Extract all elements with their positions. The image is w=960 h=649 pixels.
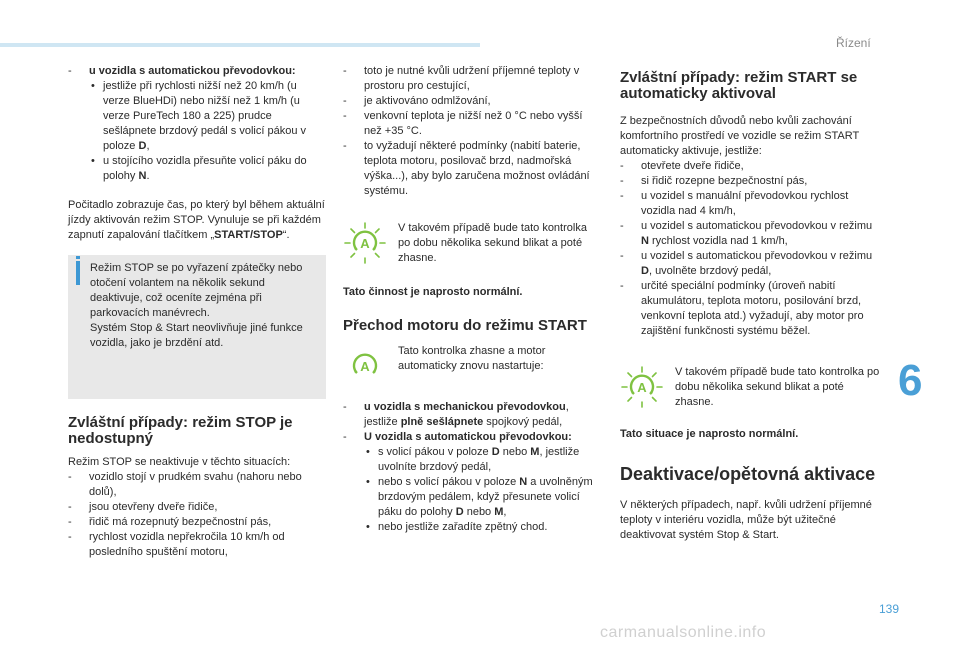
gear-d: D [138,140,147,152]
normal-text-2: Tato situace je naprosto normální. [620,428,799,440]
counter-text: Počitadlo zobrazuje čas, po který byl během aktuální jízdy aktivován režim STOP. Vynuluje se při každém zapnutí zapalování tlačítkem „ [68,199,325,241]
list-item: - řidič má rozepnutý bezpečnostní pás, [68,515,326,530]
list-item: - si řidič rozepne bezpečnostní pás, [620,174,880,189]
manual-bold: plně sešlápnete [400,416,484,428]
manual-mid: , jestliže [364,401,569,428]
normal-text-1: Tato činnost je naprosto normální. [343,286,523,298]
svg-text:A: A [637,380,647,395]
info-note [68,255,326,399]
svg-text:A: A [360,236,370,251]
text: rychlost vozidla nad 1 km/h, [652,235,788,247]
list-item: - toto je nutné kvůli udržení příjemné teploty v prostoru pro cestující, [343,64,601,94]
auto-gearbox-title: u vozidla s automatickou převodovkou: [89,65,296,77]
auto-bullet-1: • jestliže při rychlosti nižší než 20 km/h (u verze BlueHDi) nebo nižší než 1 km/h (u verze PureTech 180 a 225) prudce sešlápnete brzdový pedál s volicí pákou v poloze D, [89,79,326,154]
list-item: - venkovní teplota je nižší než 0 °C nebo vyšší než +35 °C. [343,109,601,139]
column-3 [620,70,880,543]
text: u vozidel s automatickou převodovkou v režimu [641,250,873,262]
text: nebo s volicí pákou v poloze [378,476,517,488]
list-item: - otevřete dveře řidiče, [620,159,880,174]
warning-lamp-row-3 [620,365,880,415]
list-item: - rychlost vozidla nepřekročila 10 km/h od posledního spuštění motoru, [68,530,326,560]
text: s volicí pákou v poloze [378,446,489,458]
gear-m: M [494,506,504,518]
list-item [620,219,880,249]
stop-intro: Režim STOP se neaktivuje v těchto situacích: [68,456,291,468]
lamp-text-3: V takovém případě bude tato kontrolka po dobu několika sekund blikat a poté zhasne. [675,366,880,408]
gear-d: D [641,265,649,277]
list-item: - u vozidel s manuální převodovkou rychlost vozidla nad 4 km/h, [620,189,880,219]
stop-start-a-icon [620,365,664,409]
auto-bullet-3: • nebo jestliže zařadíte zpětný chod. [364,520,601,535]
list-item: - je aktivováno odmlžování, [343,94,601,109]
gear-d: D [491,446,500,458]
deactivation-text: V některých případech, např. kvůli udržení příjemné teploty v interiéru vozidla, může být užitečné deaktivovat systém Stop & Start. [620,499,872,541]
manual-end: spojkový pedál, [486,416,563,428]
svg-text:A: A [360,359,370,374]
auto-title: U vozidla s automatickou převodovkou: [364,431,572,443]
list-item: - určité speciální podmínky (úroveň nabití akumulátoru, teplota motoru, posilování brzd, venkovní teplota atd.) vyžadují, aby motor pro zajištění funkčnosti systému běžel. [620,279,880,339]
gear-n: N [641,235,649,247]
auto-bullet-1 [364,445,601,475]
auto-bullet-2-text: u stojícího vozidla přesuňte volicí páku do polohy [103,155,307,182]
lamp-text-1: V takovém případě bude tato kontrolka po dobu několika sekund blikat a poté zhasne. [398,222,587,264]
gear-n: N [519,476,528,488]
heading-engine-start: Přechod motoru do režimu START [343,317,587,334]
list-item: - to vyžadují některé podmínky (nabití baterie, teplota motoru, posilovač brzd, nadmořská výška...), aby bylo zaručena možnost ovládání systému. [343,139,601,199]
auto-gearbox-item [343,430,601,535]
gear-d: D [455,506,464,518]
section-title: Řízení [836,36,871,50]
text: , uvolněte brzdový pedál, [648,265,772,277]
heading-deactivation: Deaktivace/opětovná aktivace [620,464,876,484]
list-item [620,249,880,279]
lamp-text-2: Tato kontrolka zhasne a motor automaticky znovu nastartuje: [398,345,546,372]
heading-start-auto: Zvláštní případy: režim START se automaticky aktivoval [620,69,858,102]
text: u vozidel s automatickou převodovkou v režimu [641,220,873,232]
gear-n: N [138,170,147,182]
text: nebo [502,446,528,458]
warning-lamp-row-2 [343,344,601,394]
page-number: 139 [879,602,900,616]
list-item: - vozidlo stojí v prudkém svahu (nahoru nebo dolů), [68,470,326,500]
text: nebo [466,506,492,518]
stop-start-a-icon [343,344,387,388]
info-icon [76,261,80,285]
gear-m: M [530,446,540,458]
manual-gearbox-item [343,400,601,430]
warning-lamp-row-1 [343,221,601,271]
auto-gearbox-item [68,64,326,184]
counter-end: “. [282,229,290,241]
text: a uvolněným brzdovým pedálem, když přesunete volicí páku do polohy [378,476,593,518]
start-intro: Z bezpečnostních důvodů nebo kvůli zachování komfortního prostředí ve vozidle se režim START automaticky aktivuje, jestliže: [620,115,860,157]
list-item: - jsou otevřeny dveře řidiče, [68,500,326,515]
auto-bullet-1-text: jestliže při rychlosti nižší než 20 km/h (u verze BlueHDi) nebo nižší než 1 km/h (u verze PureTech 180 a 225) prudce sešlápnete brzdový pedál s volicí pákou v poloze [103,80,307,152]
text: , jestliže uvolníte brzdový pedál, [378,446,580,473]
note-text-2: Systém Stop & Start neovlivňuje jiné funkce vozidla, jako je brzdění atd. [90,322,303,349]
header-accent-bar [0,43,480,47]
note-text-1: Režim STOP se po vyřazení zpátečky nebo otočení volantem na několik sekund deaktivuje, což oceníte zejména při parkovacích manévrech. [90,262,303,319]
column-2 [343,64,601,535]
start-stop-label: START/STOP [214,229,283,241]
manual-title: u vozidla s mechanickou převodovkou [364,401,566,413]
heading-stop-unavailable: Zvláštní případy: režim STOP je nedostupný [68,414,293,447]
watermark: carmanualsonline.info [600,624,767,641]
auto-bullet-2: • nebo s volicí pákou v poloze N a uvolněným brzdovým pedálem, když přesunete volicí páku do polohy D nebo M, [364,475,601,520]
stop-start-a-icon [343,221,387,265]
column-1 [68,64,326,560]
auto-bullet-2: • u stojícího vozidla přesuňte volicí páku do polohy N. [89,154,326,184]
counter-paragraph [68,198,326,243]
chapter-number: 6 [898,356,923,405]
